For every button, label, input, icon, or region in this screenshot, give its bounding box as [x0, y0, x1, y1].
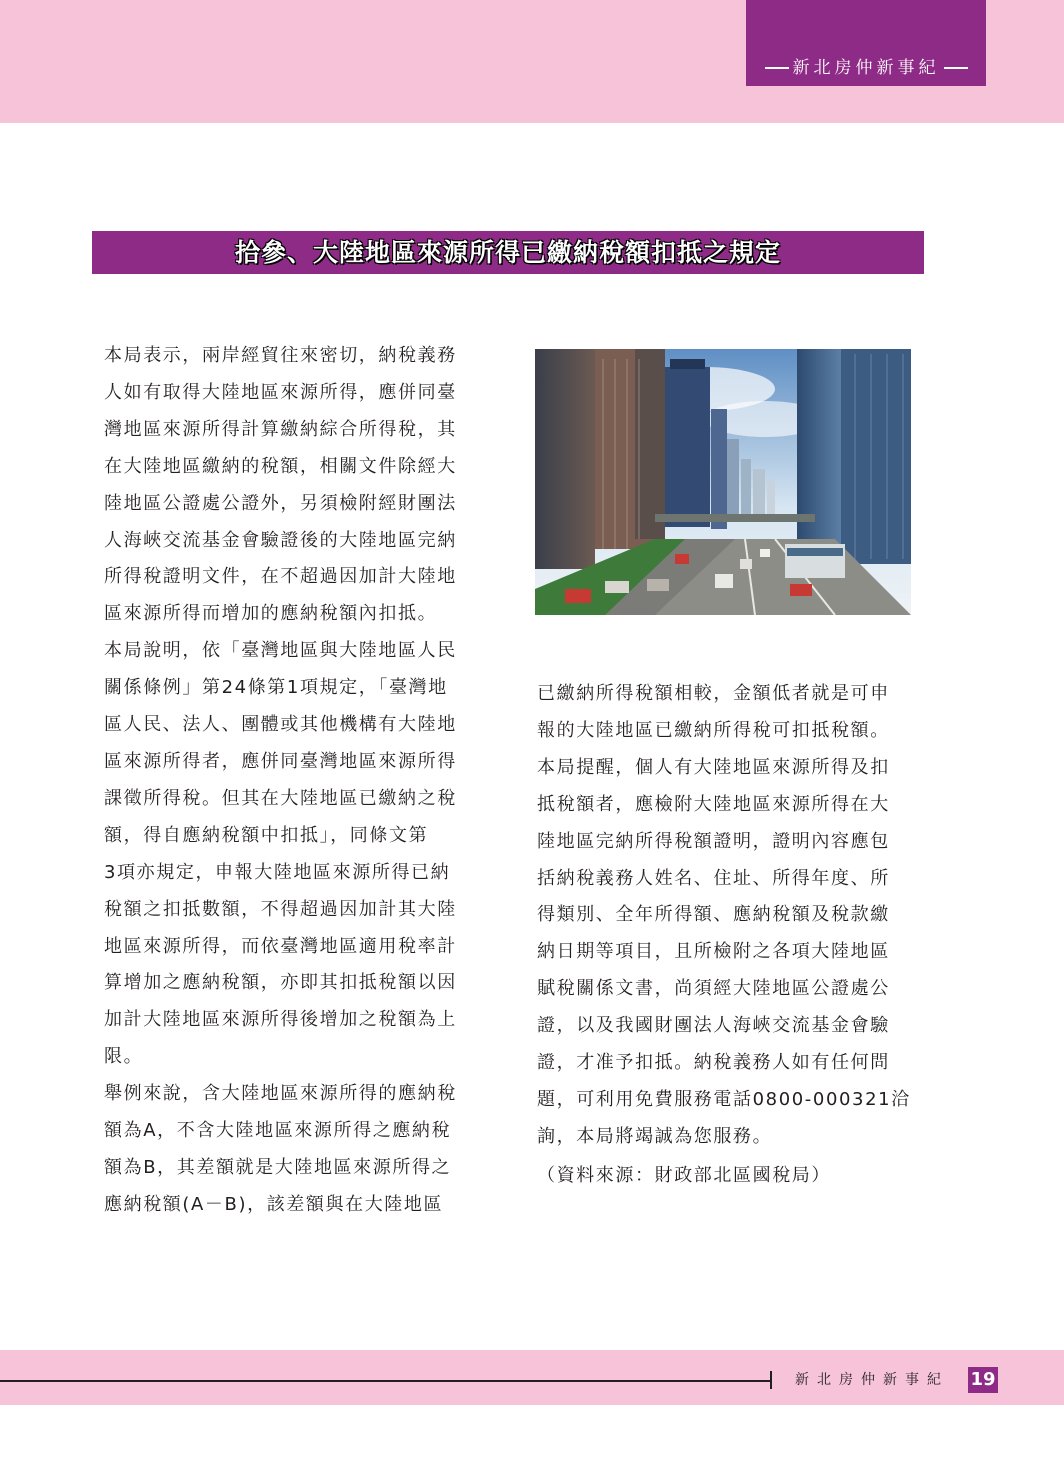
text-line: 額為A，不含大陸地區來源所得之應納稅 — [104, 1120, 452, 1142]
text-line: 關係條例」第24條第1項規定，「臺灣地 — [104, 677, 448, 699]
text-line: 在大陸地區繳納的稅額，相關文件除經大 — [104, 455, 457, 477]
text-line: 額為B，其差額就是大陸地區來源所得之 — [104, 1156, 452, 1178]
text-line: 限。 — [104, 1046, 144, 1068]
text-line: 區人民、法人、團體或其他機構有大陸地 — [104, 714, 457, 736]
text-line: 3項亦規定，申報大陸地區來源所得已納 — [104, 861, 451, 883]
header-magazine-title: 新北房仲新事紀 — [792, 58, 940, 78]
text-line: 證，才准予扣抵。納稅義務人如有任何問 — [537, 1052, 890, 1074]
article-right-column — [537, 676, 929, 1195]
text-line: 證，以及我國財團法人海峽交流基金會驗 — [537, 1015, 890, 1037]
text-line: 詢，本局將竭誠為您服務。 — [537, 1125, 773, 1147]
dash-decoration — [765, 67, 789, 69]
text-line: 額，得自應納稅額中扣抵」，同條文第 — [104, 824, 429, 846]
city-street-photo — [535, 349, 911, 615]
text-line: 得類別、全年所得額、應納稅額及稅款繳 — [537, 904, 890, 926]
text-line: 賦稅關係文書，尚須經大陸地區公證處公 — [537, 978, 890, 1000]
section-title-bar — [92, 231, 924, 274]
text-line: 稅額之扣抵數額，不得超過因加計其大陸 — [104, 898, 457, 920]
text-line: 陸地區公證處公證外，另須檢附經財團法 — [104, 492, 457, 514]
text-line: 抵稅額者，應檢附大陸地區來源所得在大 — [537, 793, 890, 815]
text-line: 括納稅義務人姓名、住址、所得年度、所 — [537, 867, 890, 889]
text-line: 本局提醒，個人有大陸地區來源所得及扣 — [537, 756, 890, 778]
article-left-column — [104, 338, 496, 1224]
text-line: 本局表示，兩岸經貿往來密切，納稅義務 — [104, 345, 457, 366]
text-line: 納日期等項目，且所檢附之各項大陸地區 — [537, 941, 890, 963]
text-line: 人如有取得大陸地區來源所得，應併同臺 — [104, 381, 457, 403]
dash-decoration — [944, 67, 968, 69]
text-line: 陸地區完納所得稅額證明，證明內容應包 — [537, 830, 890, 852]
text-line: 加計大陸地區來源所得後增加之稅額為上 — [104, 1009, 457, 1031]
text-line: 已繳納所得稅額相較，金額低者就是可申 — [537, 683, 890, 704]
magazine-badge — [746, 0, 986, 86]
right-column-lines — [537, 676, 929, 1156]
text-line: 區來源所得者，應併同臺灣地區來源所得 — [104, 750, 457, 772]
text-line: 本局說明，依「臺灣地區與大陸地區人民 — [104, 640, 457, 662]
text-line: 灣地區來源所得計算繳納綜合所得稅，其 — [104, 418, 457, 440]
header-title-wrap — [746, 56, 986, 80]
city-street-illustration — [535, 349, 911, 615]
text-line: 舉例來說，含大陸地區來源所得的應納稅 — [104, 1083, 457, 1105]
text-line: 地區來源所得，而依臺灣地區適用稅率計 — [104, 935, 457, 957]
text-line: 應納稅額(A－B)，該差額與在大陸地區 — [104, 1193, 444, 1215]
footer-magazine-title: 新北房仲新事紀 — [795, 1372, 949, 1388]
section-title: 拾參、大陸地區來源所得已繳納稅額扣抵之規定 — [234, 238, 781, 267]
text-line: 人海峽交流基金會驗證後的大陸地區完納 — [104, 529, 457, 551]
footer-rule-tick — [770, 1371, 772, 1389]
text-line: 區來源所得而增加的應納稅額內扣抵。 — [104, 603, 438, 625]
text-line: 算增加之應納稅額，亦即其扣抵稅額以因 — [104, 972, 457, 994]
page-number: 19 — [968, 1367, 998, 1393]
source-note: （資料來源：財政部北區國稅局） — [537, 1164, 831, 1186]
text-line: 所得稅證明文件，在不超過因加計大陸地 — [104, 566, 457, 588]
footer-rule — [0, 1380, 772, 1382]
text-line: 課徵所得稅。但其在大陸地區已繳納之稅 — [104, 787, 457, 809]
text-line: 題，可利用免費服務電話0800-000321洽 — [537, 1088, 911, 1110]
text-line: 報的大陸地區已繳納所得稅可扣抵稅額。 — [537, 719, 890, 741]
